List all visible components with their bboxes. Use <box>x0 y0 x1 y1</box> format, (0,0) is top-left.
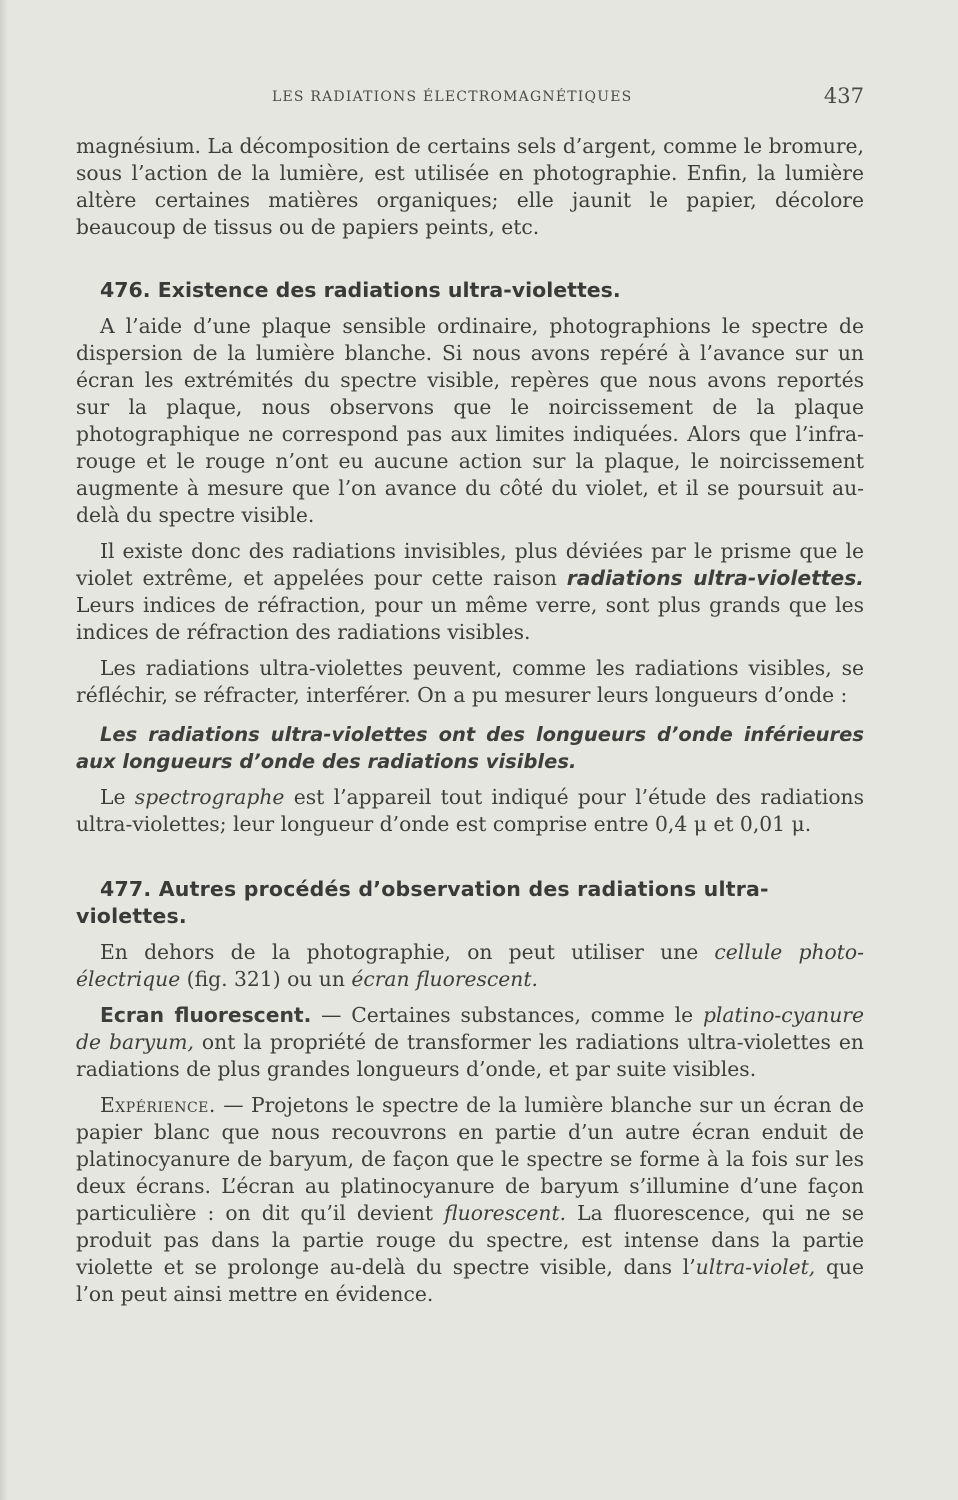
section-heading-477: 477. Autres procédés d’observation des radiations ultra-violettes. <box>76 877 769 928</box>
text-run: que l’on peut ainsi mettre en évidence. <box>76 1255 864 1306</box>
text-run: — Certaines substances, comme le <box>311 1003 703 1027</box>
paragraph-other-methods <box>76 939 864 993</box>
paragraph-spectrograph <box>76 784 864 838</box>
text-run: — Projetons le spectre de la lumière blanche sur un écran de papier blanc que nous recouvrons en partie d’un autre écran enduit de platinocyanure de baryum, de façon que le spectre se forme à la fois sur les deux écrans. L’écran au platinocyanure de baryum s’illumine d’une façon particulière : on dit qu’il devient <box>76 1093 864 1225</box>
term-photocell: cellule photo-électrique <box>76 940 864 991</box>
term-ultra-violet: radiations ultra-violettes. <box>566 566 864 590</box>
text-run: (fig. 321) ou un <box>180 967 352 991</box>
text-run: est l’appareil tout indiqué pour l’étude des radiations ultra-violettes; leur longueur d’onde est comprise entre 0,4 μ et 0,01 μ. <box>76 785 865 836</box>
term-platinocyanure: platino-cyanure de baryum, <box>76 1003 864 1054</box>
text-run: En dehors de la photographie, on peut utiliser une <box>100 940 715 964</box>
page-edge-shadow <box>0 0 8 1500</box>
term-ultra-violet-italic: ultra-violet, <box>695 1255 816 1279</box>
paragraph-wave-properties: Les radiations ultra-violettes peuvent, comme les radiations visibles, se réfléchir, se réfracter, interférer. On a pu mesurer leurs longueurs d’onde : <box>76 656 864 707</box>
paragraph-invisible-radiations <box>76 538 864 646</box>
run-in-heading: Ecran fluorescent. <box>100 1003 312 1027</box>
term-fluorescent: fluorescent. <box>444 1201 567 1225</box>
page-number: 437 <box>823 84 864 108</box>
experiment-label: Expérience. <box>100 1093 216 1117</box>
key-statement: Les radiations ultra-violettes ont des longueurs d’onde inférieures aux longueurs d’onde des radiations visibles. <box>76 723 864 773</box>
section-heading-476: 476. Existence des radiations ultra-violettes. <box>100 278 621 302</box>
term-spectrographe: spectrographe <box>134 785 285 809</box>
term-fluorescent-screen: écran fluorescent. <box>351 967 538 991</box>
page-header <box>272 84 864 114</box>
text-run: ont la propriété de transformer les radiations ultra-violettes en radiations de plus grandes longueurs d’onde, et par suite visibles. <box>76 1030 864 1081</box>
running-title: LES RADIATIONS ÉLECTROMAGNÉTIQUES <box>272 89 633 105</box>
paragraph-fluorescent-screen <box>76 1002 864 1083</box>
page-body <box>76 133 864 1308</box>
text-run: Leurs indices de réfraction, pour un même verre, sont plus grands que les indices de réfraction des radiations visibles. <box>76 593 864 644</box>
paragraph-photographic-plate: A l’aide d’une plaque sensible ordinaire, photographions le spectre de dispersion de la lumière blanche. Si nous avons repéré à l’avance sur un écran les extrémités du spectre visible, repères que nous avons reportés sur la plaque, nous observons que le noircissement de la plaque photographique ne correspond pas aux limites indiquées. Alors que l’infra-rouge et le rouge n’ont eu aucune action sur la plaque, le noircissement augmente à mesure que l’on avance du côté du violet, et il se poursuit au-delà du spectre visible. <box>76 314 864 527</box>
paragraph-continued: magnésium. La décomposition de certains sels d’argent, comme le bromure, sous l’action de la lumière, est utilisée en photographie. Enfin, la lumière altère certaines matières organiques; elle jaunit le papier, décolore beaucoup de tissus ou de papiers peints, etc. <box>76 134 864 239</box>
paragraph-experiment <box>76 1092 864 1308</box>
text-run: Il existe donc des radiations invisibles, plus déviées par le prisme que le violet extrême, et appelées pour cette raison <box>76 539 864 590</box>
text-run: Le <box>100 785 135 809</box>
text-run: La fluorescence, qui ne se produit pas dans la partie rouge du spectre, est intense dans la partie violette et se prolonge au-delà du spectre visible, dans l’ <box>76 1201 865 1279</box>
